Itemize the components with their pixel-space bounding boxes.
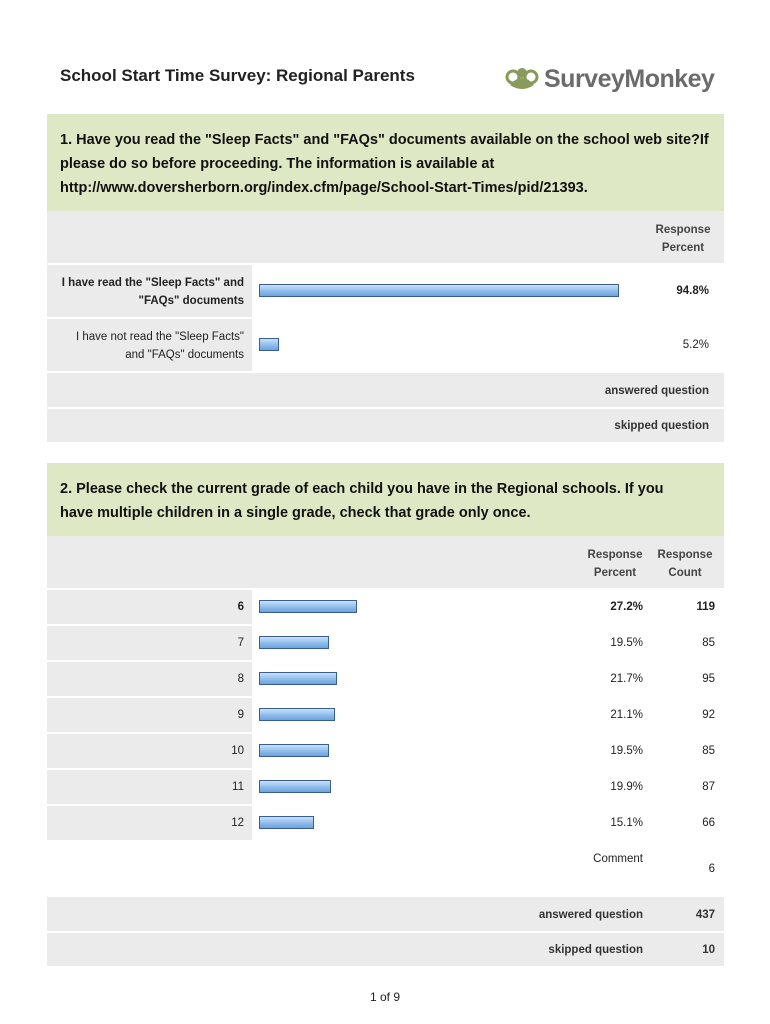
q1-row-2-bar xyxy=(259,338,279,351)
q2-col-header-count xyxy=(645,546,725,582)
table-row xyxy=(47,265,724,319)
q1-row-1-percent: 94.8% xyxy=(676,285,709,297)
question-2-line-1: 2. Please check the current grade of each child you have in the Regional schools. If you xyxy=(60,481,664,497)
q1-row-2-label xyxy=(47,328,244,364)
q2-row-bar xyxy=(259,744,329,757)
q2-row-bar xyxy=(259,672,337,685)
question-1-box xyxy=(47,114,724,211)
question-2-box xyxy=(47,463,724,536)
question-2-line-2: have multiple children in a single grade, check that grade only once. xyxy=(60,505,531,521)
q2-answered-label: answered question xyxy=(538,909,643,921)
q2-row-bar xyxy=(259,708,335,721)
q2-row-label: 6 xyxy=(237,601,244,613)
q2-row-percent: 27.2% xyxy=(610,601,643,613)
page-number: 1 of 9 xyxy=(369,990,401,1004)
q1-row-1-label xyxy=(47,274,244,310)
q1-skipped-row xyxy=(47,409,724,444)
q1-row-2-label-line-2: and "FAQs" documents xyxy=(125,349,244,361)
table-row xyxy=(47,590,724,626)
logo-text: SurveyMonkey xyxy=(544,64,715,93)
q2-col-percent-line-2: Percent xyxy=(593,567,637,579)
q1-row-1-label-line-1: I have read the "Sleep Facts" and xyxy=(61,277,244,289)
q1-col-header-line-2: Percent xyxy=(661,242,705,254)
table-row xyxy=(47,698,724,734)
q1-row-1-bar xyxy=(259,284,619,297)
q2-row-percent: 21.7% xyxy=(610,673,643,685)
q2-row-count: 119 xyxy=(696,601,715,613)
q2-col-count-line-1: Response xyxy=(657,549,713,561)
q2-row-label: 8 xyxy=(237,673,244,685)
q2-answered-row xyxy=(47,897,724,933)
q2-answered-count: 437 xyxy=(695,909,715,921)
q2-col-percent-line-1: Response xyxy=(587,549,643,561)
q2-header-row xyxy=(47,536,724,590)
q2-skipped-label: skipped question xyxy=(548,944,643,956)
q2-row-percent: 19.5% xyxy=(610,745,643,757)
q2-row-label: 11 xyxy=(232,781,244,793)
surveymonkey-logo xyxy=(504,63,714,95)
q2-comment-label: Comment xyxy=(593,853,643,865)
question-1-text xyxy=(47,114,724,200)
q2-row-label: 10 xyxy=(231,745,244,757)
table-row xyxy=(47,806,724,842)
q2-row-count: 66 xyxy=(702,817,715,829)
q2-row-percent: 21.1% xyxy=(610,709,643,721)
q1-header-row xyxy=(47,211,724,265)
q1-row-1-label-line-2: "FAQs" documents xyxy=(138,295,244,307)
q2-row-count: 85 xyxy=(702,637,715,649)
table-row xyxy=(47,662,724,698)
q2-comment-count: 6 xyxy=(708,863,715,875)
q2-row-bar xyxy=(259,816,314,829)
page-title: School Start Time Survey: Regional Parents xyxy=(60,66,415,85)
table-row xyxy=(47,626,724,662)
table-row xyxy=(47,734,724,770)
q2-row-percent: 19.9% xyxy=(610,781,643,793)
q1-answered-label: answered question xyxy=(604,385,709,397)
question-2-text xyxy=(47,463,724,525)
table-row xyxy=(47,319,724,373)
q2-row-bar xyxy=(259,780,331,793)
table-row xyxy=(47,770,724,806)
q2-row-count: 87 xyxy=(702,781,715,793)
q2-skipped-count: 10 xyxy=(702,944,715,956)
question-1-line-1: 1. Have you read the "Sleep Facts" and "FAQs" documents available on the school web site?If xyxy=(60,132,709,148)
question-1-line-3: http://www.doversherborn.org/index.cfm/page/School-Start-Times/pid/21393. xyxy=(60,180,588,196)
q2-row-percent: 19.5% xyxy=(610,637,643,649)
question-1-line-2: please do so before proceeding. The information is available at xyxy=(60,156,495,172)
q2-row-bar xyxy=(259,600,357,613)
monkey-icon xyxy=(504,65,540,93)
q2-col-count-line-2: Count xyxy=(668,567,702,579)
q1-col-header-line-1: Response xyxy=(655,224,711,236)
q2-row-bar xyxy=(259,636,329,649)
q1-row-2-percent: 5.2% xyxy=(682,339,709,351)
q2-comment-row xyxy=(47,843,724,897)
bar-cell xyxy=(252,806,724,840)
q2-row-count: 95 xyxy=(702,673,715,685)
q1-col-header-percent xyxy=(643,221,723,257)
q2-row-label: 7 xyxy=(237,637,244,649)
q1-answered-row xyxy=(47,373,724,409)
q2-row-count: 92 xyxy=(702,709,715,721)
q2-row-label: 12 xyxy=(231,817,244,829)
q2-col-header-percent xyxy=(575,546,655,582)
q2-row-label: 9 xyxy=(237,709,244,721)
q2-row-percent: 15.1% xyxy=(610,817,643,829)
q1-skipped-label: skipped question xyxy=(614,420,709,432)
q2-skipped-row xyxy=(47,933,724,968)
q2-row-count: 85 xyxy=(702,745,715,757)
q1-row-2-label-line-1: I have not read the "Sleep Facts" xyxy=(76,331,244,343)
